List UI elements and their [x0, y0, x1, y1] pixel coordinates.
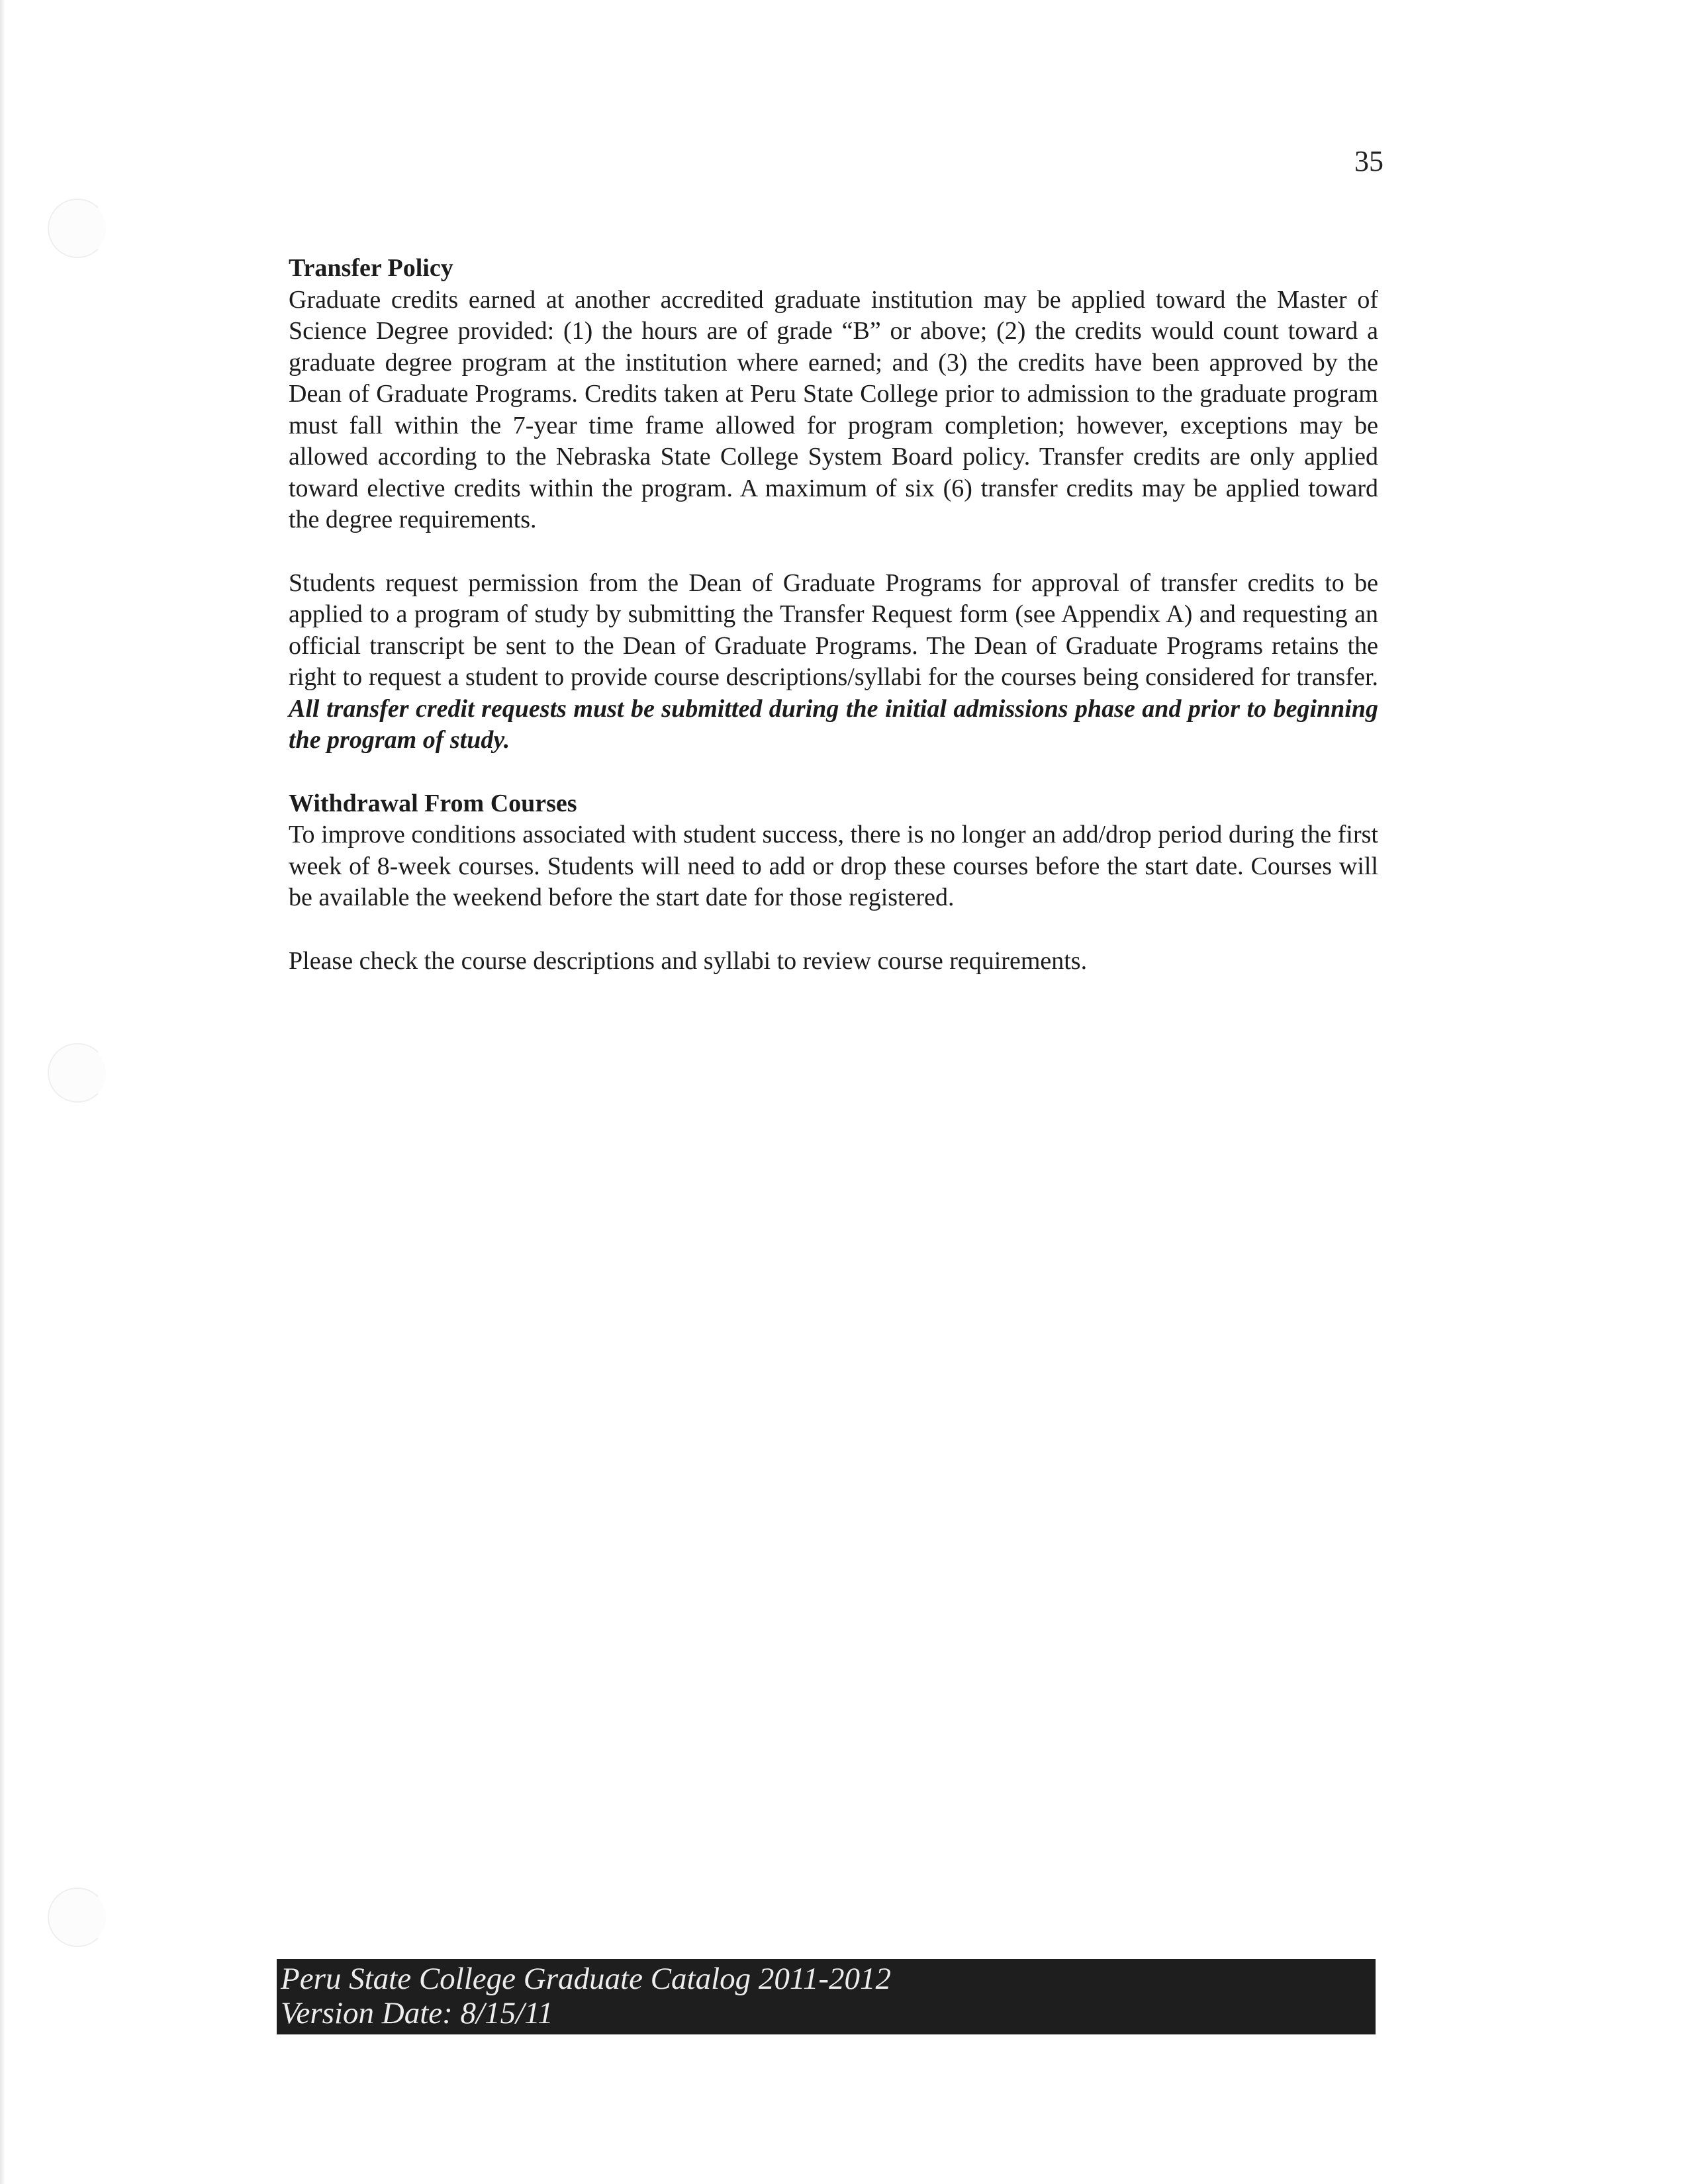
binder-hole-middle — [48, 1043, 107, 1103]
page-edge-shadow — [0, 0, 5, 2184]
binder-hole-bottom — [48, 1888, 107, 1947]
withdrawal-heading: Withdrawal From Courses — [289, 789, 577, 817]
footer-version-date: Version Date: 8/15/11 — [281, 1996, 553, 2030]
page-body — [289, 253, 1378, 977]
page-number: 35 — [1354, 145, 1383, 177]
catalog-footer — [277, 1959, 1376, 2034]
transfer-policy-section — [289, 253, 1378, 756]
withdrawal-paragraph-1: To improve conditions associated with student success, there is no longer an add/drop period during the first week of 8-week courses. Students will need to add or drop these courses before the start date. Courses will be available the weekend before the start date for those registered. — [289, 821, 1378, 911]
transfer-policy-emphasis: All transfer credit requests must be submitted during the initial admissions phase and prior to beginning the program of study. — [289, 694, 1378, 754]
footer-catalog-title: Peru State College Graduate Catalog 2011-2012 — [281, 1962, 892, 1996]
binder-hole-top — [48, 199, 107, 258]
transfer-policy-paragraph-2-text: Students request permission from the Dean of Graduate Programs for approval of transfer credits to be applied to a program of study by submitting the Transfer Request form (see Appendix A) and requesting an official transcript be sent to the Dean of Graduate Programs. The Dean of Graduate Programs retains the right to request a student to provide course descriptions/syllabi for the courses being considered for transfer. — [289, 569, 1378, 691]
withdrawal-section — [289, 788, 1378, 978]
transfer-policy-paragraph-2 — [289, 568, 1378, 756]
transfer-policy-heading: Transfer Policy — [289, 254, 453, 282]
transfer-policy-paragraph-1: Graduate credits earned at another accredited graduate institution may be applied toward the Master of Science Degree provided: (1) the hours are of grade “B” or above; (2) the credits would count toward a graduate degree program at the institution where earned; and (3) the credits have been approved by the Dean of Graduate Programs. Credits taken at Peru State College prior to admission to the graduate program must fall within the 7-year time frame allowed for program completion; however, exceptions may be allowed according to the Nebraska State College System Board policy. Transfer credits are only applied toward elective credits within the program. A maximum of six (6) transfer credits may be applied toward the degree requirements. — [289, 285, 1378, 533]
withdrawal-paragraph-2: Please check the course descriptions and syllabi to review course requirements. — [289, 946, 1088, 975]
